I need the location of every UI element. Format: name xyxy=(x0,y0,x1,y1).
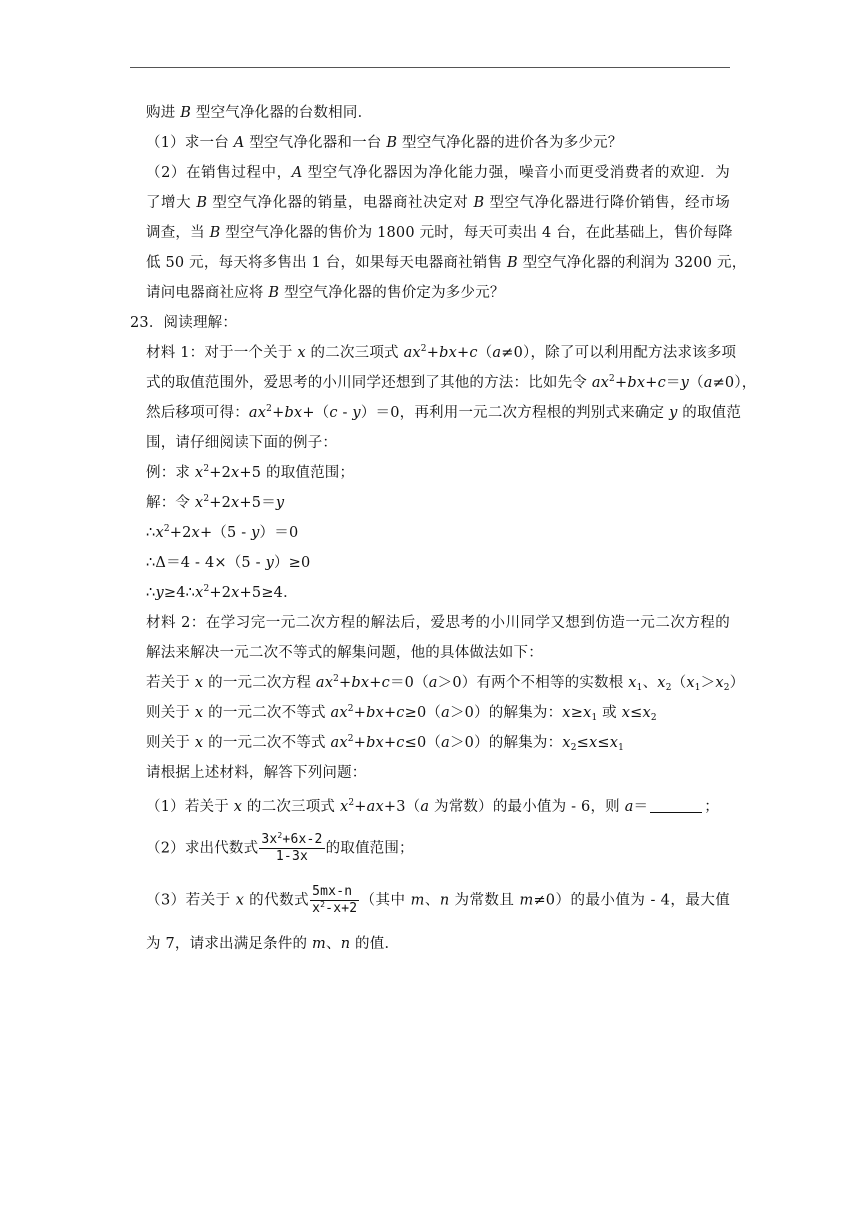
question-2-line-4: 低 50 元，每天将多售出 1 台，如果每天电器商社销售 B 型空气净化器的利润为 3200 元， xyxy=(146,255,747,271)
material-2-line-4: 则关于 x 的一元二次不等式 $ax^2+bx+c\ge 0(a>0)$的解集为：$x\ge x_1$ 或 $x\le x_2$ xyxy=(146,704,657,723)
fraction-denominator: 1-3x xyxy=(275,849,308,864)
sub-question-2: （2）求出代数式 $\frac{3x^2+6x-2}{1-3x}$ 的取值范围； xyxy=(146,831,414,864)
example-line: 例：求 $x^2+2x+5$ 的取值范围； xyxy=(146,464,355,481)
solution-line-2: $\therefore x^2+2x+(5 - y)=0$ xyxy=(146,524,299,541)
header-rule xyxy=(130,67,730,68)
material-1-line-4: 围，请仔细阅读下面的例子： xyxy=(146,435,338,451)
question-2-line-5: 请问电器商社应将 B 型空气净化器的售价定为多少元？ xyxy=(146,285,505,301)
material-2-line-3: 若关于 x 的一元二次方程 $ax^2+bx+c=0(a>0)$有两个不相等的实数根 $x_1$、$x_2(x_1>x_2)$ xyxy=(146,674,745,693)
material-1-line-1: 材料 1：对于一个关于 x 的二次三项式 $ax^2+bx+c(a\ne 0)$，除了可以利用配方法求该多项 xyxy=(146,344,737,361)
answer-blank[interactable] xyxy=(650,798,702,813)
fraction-expression-1 xyxy=(259,832,324,865)
sub-question-3-line-1: （3）若关于 x 的代数式 $\frac{5mx-n}{x^2-x+2}$ （其中 m、n 为常数且 m≠0）的最小值为 - 4，最大值 xyxy=(146,884,731,916)
question-1: （1）求一台 A 型空气净化器和一台 B 型空气净化器的进价各为多少元？ xyxy=(146,135,623,151)
fraction-expression-2 xyxy=(310,884,359,917)
material-2-line-2: 解法来解决一元二次不等式的解集问题，他的具体做法如下： xyxy=(146,645,543,661)
solution-line-3: ∴Δ＝4 - 4×（5 - y）≥0 xyxy=(146,555,311,571)
sub-question-3-line-2: 为 7，请求出满足条件的 m、n 的值． xyxy=(146,936,400,952)
fraction-numerator: 5mx-n xyxy=(310,884,359,901)
material-1-line-3: 然后移项可得：$ax^2+bx+(c - y)=0$，再利用一元二次方程根的判别式来确定 y 的取值范 xyxy=(146,404,742,421)
question-2-line-2: 了增大 B 型空气净化器的销量，电器商社决定对 B 型空气净化器进行降价销售，经市场 xyxy=(146,195,730,211)
solution-line-1: 解：令 $x^2+2x+5=y$ xyxy=(146,494,285,511)
solution-line-4: $\therefore y\ge 4\therefore x^2+2x+5\ge 4$． xyxy=(146,584,298,601)
instruction-line: 请根据上述材料，解答下列问题： xyxy=(146,765,367,781)
problem-23-heading: 23．阅读理解： xyxy=(130,315,238,331)
material-2-line-1: 材料 2：在学习完一元二次方程的解法后，爱思考的小川同学又想到仿造一元二次方程的 xyxy=(146,615,730,631)
text-line: 购进 B 型空气净化器的台数相同． xyxy=(146,105,373,121)
fraction-numerator: $3x^2+6x-2$ xyxy=(261,831,323,847)
question-2-line-3: 调查，当 B 型空气净化器的售价为 1800 元时，每天可卖出 4 台，在此基础上，售价每降 xyxy=(146,225,733,241)
material-1-line-2: 式的取值范围外，爱思考的小川同学还想到了其他的方法：比如先令 $ax^2+bx+c=y(a\ne 0)$， xyxy=(146,374,757,391)
material-2-line-5: 则关于 x 的一元二次不等式 $ax^2+bx+c\le 0(a>0)$的解集为：$x_2\le x\le x_1$ xyxy=(146,734,625,753)
question-2-line-1: （2）在销售过程中，A 型空气净化器因为净化能力强，噪音小而更受消费者的欢迎．为 xyxy=(146,165,730,181)
fraction-denominator: $x^2-x+2$ xyxy=(312,900,358,916)
sub-question-1: （1）若关于 x 的二次三项式 $x^2+ax+3(a$ 为常数）的最小值为 - 6，则 a＝ ； xyxy=(146,798,719,815)
